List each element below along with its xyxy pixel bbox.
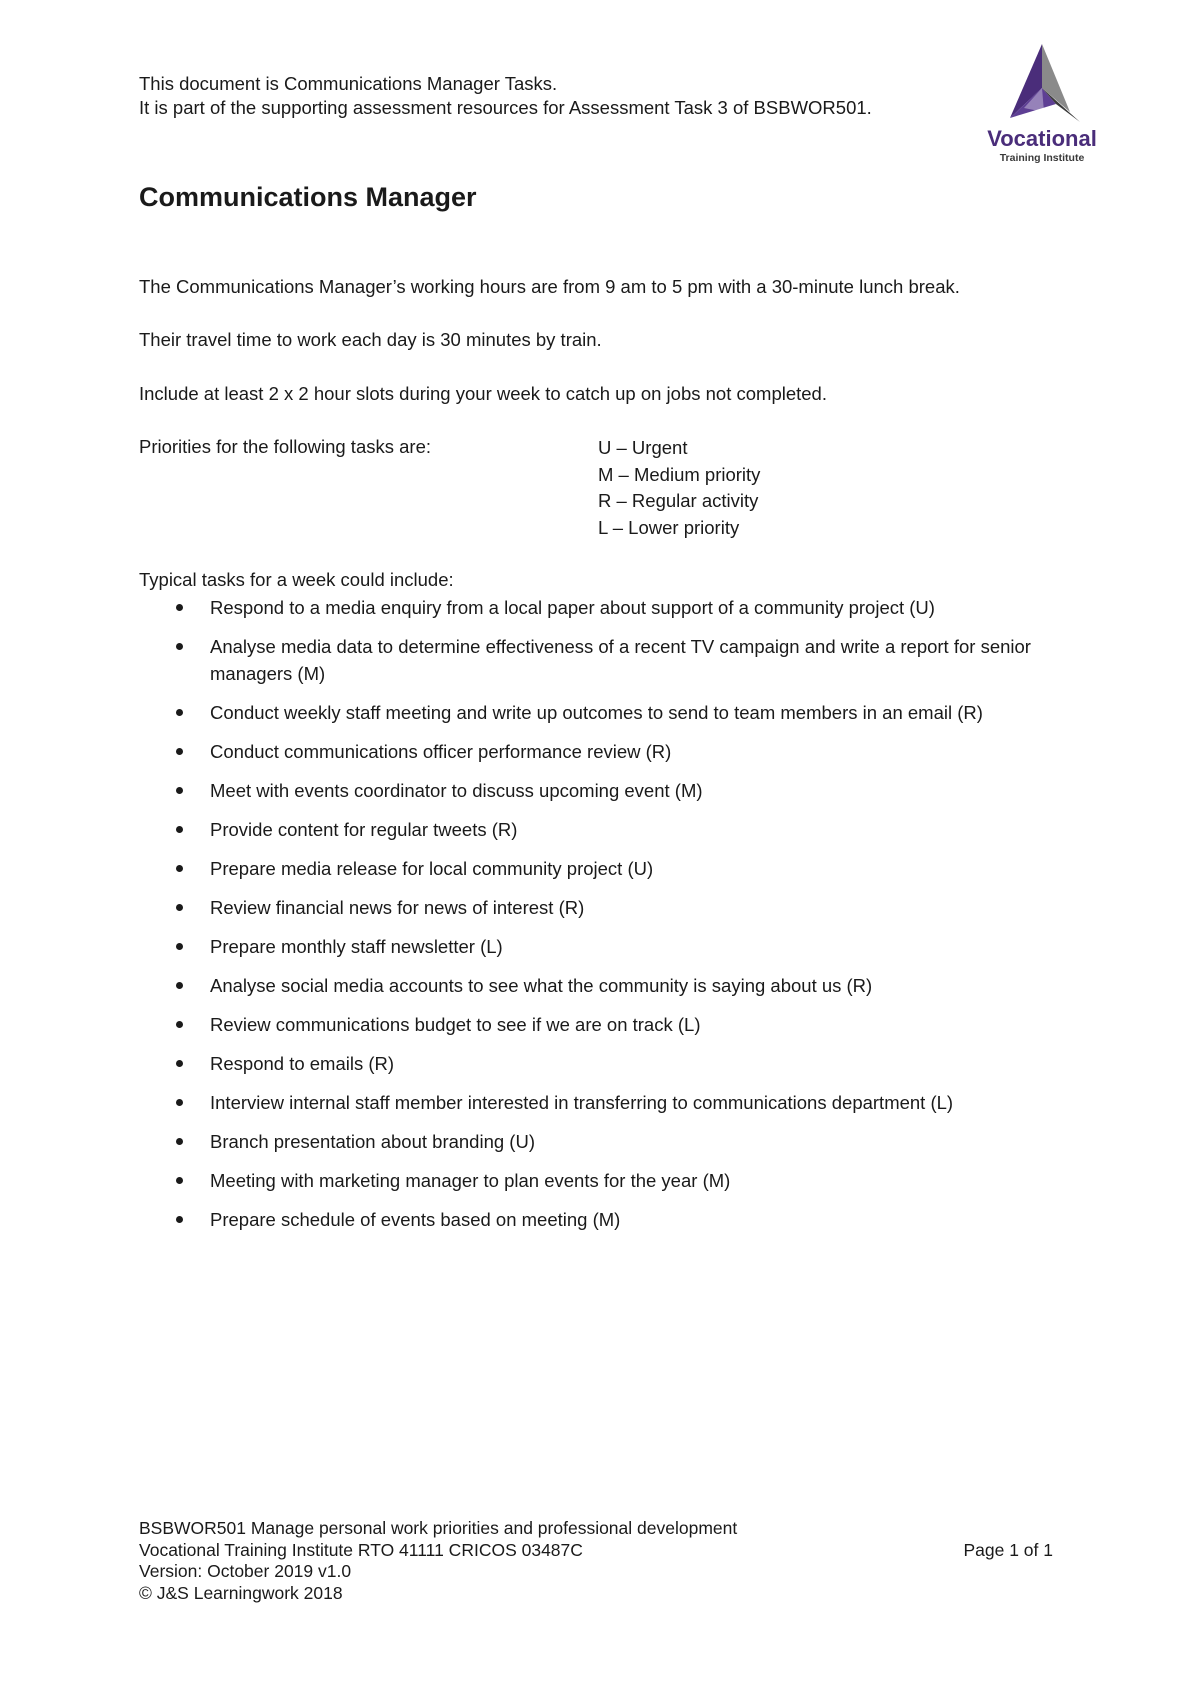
tasks-intro: Typical tasks for a week could include:: [139, 569, 454, 590]
task-item: Interview internal staff member interested in transferring to communications department (L): [139, 1089, 1079, 1116]
logo-subtext: Training Institute: [999, 152, 1085, 164]
page-number: Page 1 of 1: [963, 1539, 1053, 1560]
page-title: Communications Manager: [139, 182, 477, 212]
page-footer: [139, 1518, 1053, 1604]
priorities-label: Priorities for the following tasks are:: [139, 436, 432, 457]
task-item: Prepare schedule of events based on meeting (M): [139, 1206, 1079, 1233]
header-line-2: It is part of the supporting assessment resources for Assessment Task 3 of BSBWOR501.: [139, 97, 872, 118]
task-item: Branch presentation about branding (U): [139, 1128, 1079, 1155]
task-item: Prepare monthly staff newsletter (L): [139, 933, 1079, 960]
footer-copyright-line: © J&S Learningwork 2018: [139, 1582, 343, 1603]
task-item: Conduct communications officer performance review (R): [139, 738, 1079, 765]
task-item: Analyse social media accounts to see what the community is saying about us (R): [139, 972, 1079, 999]
task-item: Conduct weekly staff meeting and write up outcomes to send to team members in an email (R): [139, 699, 1079, 726]
task-item: Respond to a media enquiry from a local paper about support of a community project (U): [139, 594, 1079, 621]
working-hours-paragraph: The Communications Manager’s working hours are from 9 am to 5 pm with a 30-minute lunch break.: [139, 276, 960, 297]
logo-text: Vocational: [987, 126, 1097, 151]
footer-unit-line: BSBWOR501 Manage personal work priorities and professional development: [139, 1518, 738, 1538]
catch-up-slots-paragraph: Include at least 2 x 2 hour slots during your week to catch up on jobs not completed.: [139, 383, 827, 404]
travel-time-paragraph: Their travel time to work each day is 30 minutes by train.: [139, 329, 602, 350]
priority-item: L – Lower priority: [598, 516, 740, 538]
priority-item: M – Medium priority: [598, 463, 761, 485]
footer-rto-line: Vocational Training Institute RTO 41111 CRICOS 03487C: [139, 1539, 583, 1560]
task-item: Prepare media release for local community project (U): [139, 855, 1079, 882]
header-line-1: This document is Communications Manager Tasks.: [139, 73, 558, 94]
task-item: Meet with events coordinator to discuss upcoming event (M): [139, 777, 1079, 804]
priority-item: R – Regular activity: [598, 490, 759, 511]
task-item: Review communications budget to see if we are on track (L): [139, 1011, 1079, 1038]
task-item: Provide content for regular tweets (R): [139, 816, 1079, 843]
task-item: Respond to emails (R): [139, 1050, 1079, 1077]
task-item: Analyse media data to determine effectiveness of a recent TV campaign and write a report for senior managers (M): [139, 633, 1079, 687]
priority-item: U – Urgent: [598, 437, 688, 458]
task-list: [139, 594, 1079, 1245]
task-item: Meeting with marketing manager to plan events for the year (M): [139, 1167, 1079, 1194]
priority-legend: [598, 435, 760, 541]
vocational-training-institute-logo: [984, 42, 1104, 166]
task-item: Review financial news for news of interest (R): [139, 894, 1079, 921]
footer-version-line: Version: October 2019 v1.0: [139, 1561, 352, 1581]
